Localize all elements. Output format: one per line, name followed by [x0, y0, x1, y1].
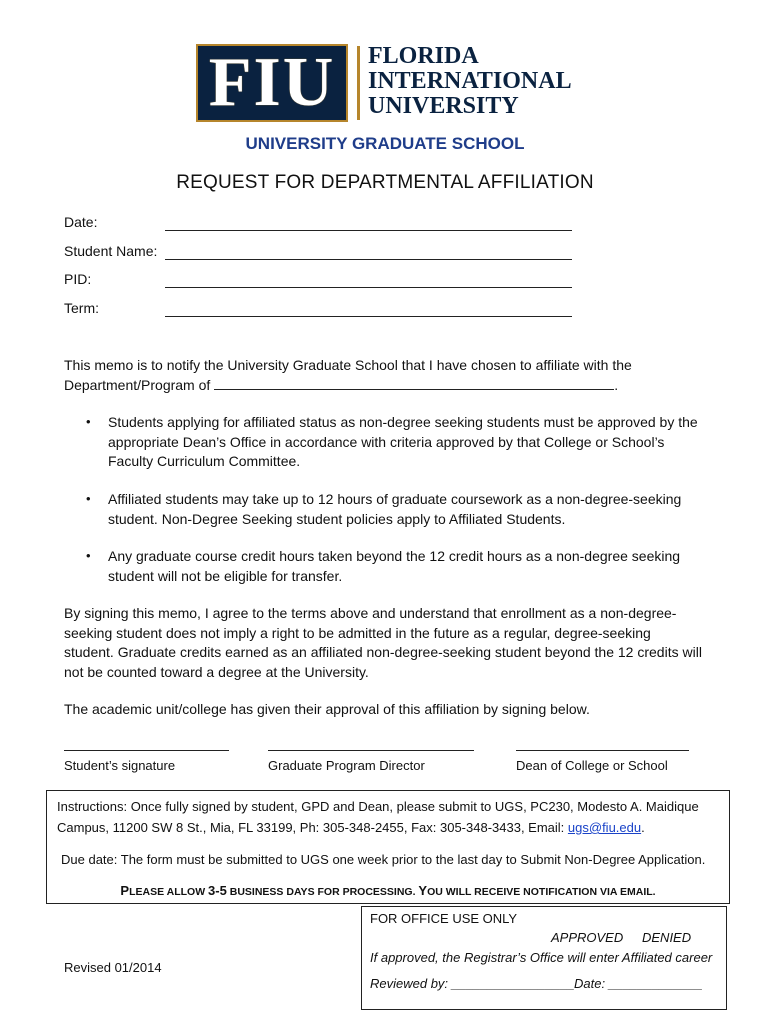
term-label: Term: — [64, 300, 99, 316]
notice-y: Y — [418, 883, 428, 898]
notice-part-1: LEASE ALLOW — [129, 886, 209, 898]
approved-option: APPROVED — [551, 930, 624, 945]
pid-line — [165, 287, 572, 288]
gpd-signature-label: Graduate Program Director — [268, 758, 425, 773]
form-title: REQUEST FOR DEPARTMENTAL AFFILIATION — [176, 172, 594, 193]
gpd-signature-line — [268, 750, 474, 751]
student-name-label: Student Name: — [64, 243, 158, 259]
processing-notice — [46, 883, 730, 898]
university-name-line-3: UNIVERSITY — [368, 93, 519, 119]
approval-paragraph: The academic unit/college has given their approval of this affiliation by signing below. — [64, 701, 590, 717]
reviewed-by-field: Reviewed by: _________________ — [370, 976, 575, 991]
revision-date: Revised 01/2014 — [64, 960, 162, 975]
date-line — [165, 230, 572, 231]
university-name — [368, 44, 588, 119]
date-label: Date: — [64, 214, 98, 230]
pid-label: PID: — [64, 271, 92, 287]
bullet-3-glyph: • — [86, 548, 91, 563]
office-date-field: Date: _____________ — [574, 976, 703, 991]
instructions-period: . — [641, 820, 645, 835]
notice-part-3: OU WILL RECEIVE NOTIFICATION VIA EMAIL. — [427, 886, 656, 898]
student-signature-label: Student’s signature — [64, 758, 176, 773]
notice-days: 3-5 — [208, 883, 227, 898]
memo-line-2 — [64, 376, 714, 396]
logo-divider — [357, 46, 360, 120]
memo-period: . — [614, 376, 619, 393]
term-line — [165, 316, 572, 317]
office-use-title: FOR OFFICE USE ONLY — [370, 911, 518, 926]
notice-p: P — [120, 883, 130, 898]
denied-option: DENIED — [642, 930, 692, 945]
bullet-3-text: Any graduate course credit hours taken beyond the 12 credit hours as a non-degree seeking student will not be eligible for transfer. — [108, 548, 681, 584]
ugs-email-link[interactable]: ugs@fiu.edu — [567, 820, 642, 835]
fiu-logo-mark: FIU — [196, 44, 348, 122]
university-name-line-2: INTERNATIONAL — [368, 68, 572, 94]
instructions-text — [57, 796, 725, 838]
student-name-line — [165, 259, 572, 260]
department-program-line — [214, 377, 614, 390]
bullet-1-glyph: • — [86, 414, 91, 429]
registrar-note: If approved, the Registrar’s Office will enter Affiliated career — [370, 950, 713, 965]
bullet-2-text: Affiliated students may take up to 12 hours of graduate coursework as a non-degree-seeking student. Non-Degree Seeking student policies apply to Affiliated Students. — [108, 491, 682, 527]
memo-paragraph — [64, 356, 714, 395]
due-date-text: Due date: The form must be submitted to UGS one week prior to the last day to Submit Non-Degree Application. — [61, 852, 706, 867]
memo-department-prefix: Department/Program of — [64, 376, 211, 393]
bullet-2-glyph: • — [86, 491, 91, 506]
school-title: UNIVERSITY GRADUATE SCHOOL — [245, 134, 525, 153]
dean-signature-label: Dean of College or School — [516, 758, 668, 773]
university-name-line-1: FLORIDA — [368, 43, 479, 69]
student-signature-line — [64, 750, 229, 751]
notice-part-2: BUSINESS DAYS FOR PROCESSING. — [226, 886, 419, 898]
memo-line-1: This memo is to notify the University Graduate School that I have chosen to affiliate with the — [64, 357, 632, 373]
bullet-1-text: Students applying for affiliated status as non-degree seeking students must be approved by the appropriate Dean’s Office in accordance with criteria approved by that College or School’s Faculty Curriculum Committee. — [108, 414, 698, 469]
instructions-body: Instructions: Once fully signed by student, GPD and Dean, please submit to UGS, PC230, Modesto A. Maidique Campus, 11200 SW 8 St., Mia, FL 33199, Ph: 305-348-2455, Fax: 305-348-3433, Email: — [57, 799, 699, 835]
agreement-paragraph: By signing this memo, I agree to the terms above and understand that enrollment as a non-degree-seeking student does not imply a right to be admitted in the future as a regular, degree-seeking student. Graduate credits earned as an affiliated non-degree-seeking student beyond the 12 credits will not be counted toward a degree at the University. — [64, 605, 702, 680]
dean-signature-line — [516, 750, 689, 751]
